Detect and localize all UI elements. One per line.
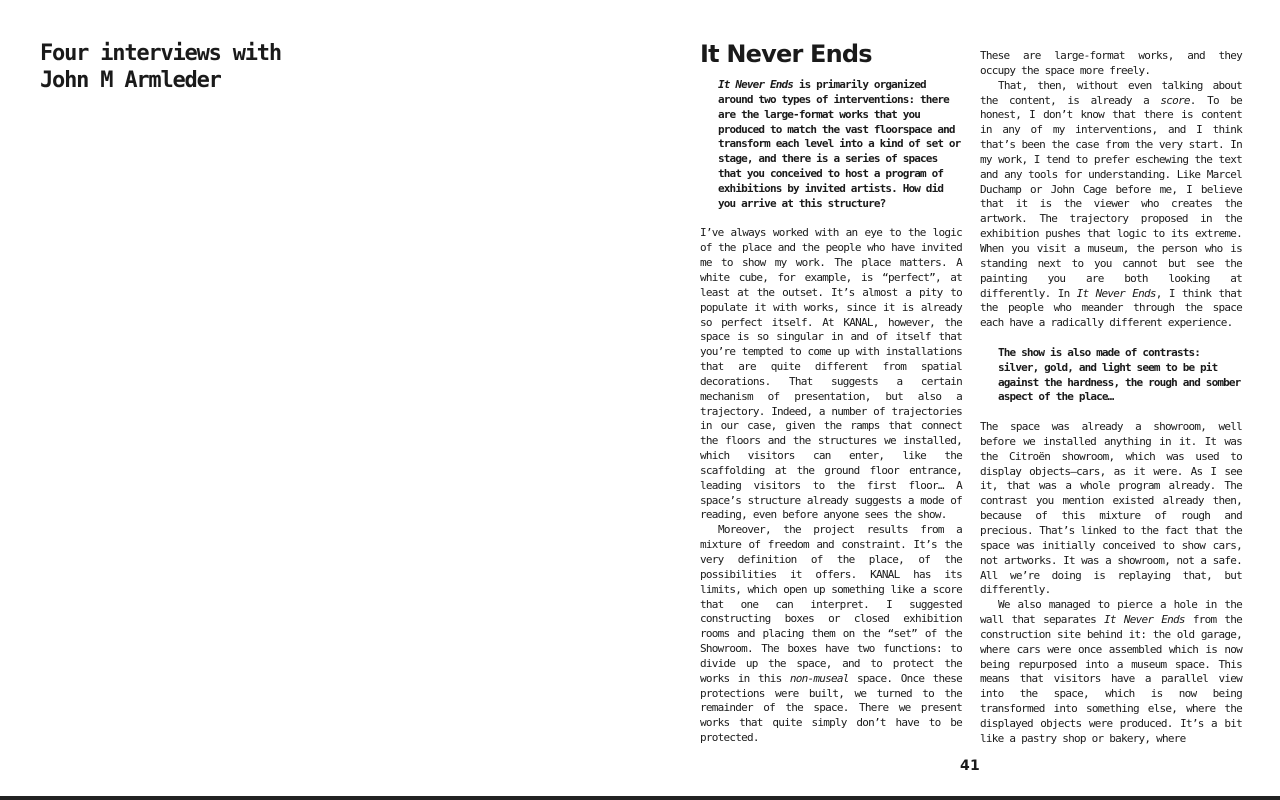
question-text: is primarily organized around two types of interventions: there are the large-format works that you produced to match the vast floorspace and transform each level into a kind of set or stage, and there is a series of spaces that you conceived to host a program of exhibitions by invited artists. How did you arrive at this structure? [718,78,961,210]
interview-question: The show is also made of contrasts: silver, gold, and light seem to be pit against the hardness, the rough and somber aspect of the place… [998,345,1241,404]
interview-question [718,78,962,212]
book-title-line-2: John M Armleder [40,68,221,93]
bottom-divider [0,796,1280,800]
answer-paragraph: These are large-format works, and they occupy the space more freely. [980,49,1242,77]
page-number: 41 [960,758,980,774]
answer-paragraph: Moreover, the project results from a mixture of freedom and constraint. It’s the very definition of the place, of the possibilities it offers. KANAL has its limits, which open up something like a score that one can interpret. I suggested constructing boxes or closed exhibition rooms and placing them on the “set” of the Showroom. The boxes have two functions: to divide up the space, and to protect the works in this non-museal space. Once these protections were built, we turned to the remainder of the space. There we present works that quite simply don’t have to be protected. [700,523,962,745]
text-column-right [980,49,1242,747]
section-heading: It Never Ends [700,40,872,68]
question-italic-title: It Never Ends [718,78,794,91]
answer-paragraph: That, then, without even talking about the content, is already a score. To be honest, I don’t know that there is content in any of my interventions, and I think that’s been the case from the very start. In my work, I tend to prefer eschewing the text and any tools for understanding. Like Marcel Duchamp or John Cage before me, I believe that it is the viewer who creates the artwork. The trajectory proposed in the exhibition pushes that logic to its extreme. When you visit a museum, the person who is standing next to you cannot but see the painting you are both looking at differently. In It Never Ends, I think that the people who meander through the space each have a radically different experience. [980,78,1243,330]
book-title [40,40,440,94]
answer-paragraph: I’ve always worked with an eye to the logic of the place and the people who have invited me to show my work. The place matters. A white cube, for example, is “perfect”, at least at the outset. It’s almost a pity to populate it with works, since it is already so perfect itself. At KANAL, however, the space is so singular in and of itself that you’re tempted to come up with installations that are quite different from spatial decorations. That suggests a certain mechanism of presentation, but also a trajectory. Indeed, a number of trajectories in our case, given the ramps that connect the floors and the structures we installed, which visitors can enter, like the scaffolding at the ground floor entrance, leading visitors to the first floor… A space’s structure already suggests a mode of reading, even before anyone sees the show. [700,226,962,522]
book-title-line-1: Four interviews with [40,41,281,66]
answer-paragraph: We also managed to pierce a hole in the wall that separates It Never Ends from the construction site behind it: the old garage, where cars were once assembled which is now being repurposed into a museum space. This means that visitors have a parallel view into the space, which is now being transformed into something else, where the displayed objects were produced. It’s a bit like a pastry shop or bakery, where [980,598,1243,745]
text-column-left [700,78,962,746]
answer-paragraph: The space was already a showroom, well before we installed anything in it. It was the Citroën showroom, which was used to display objects—cars, as it were. As I see it, that was a whole program already. The contrast you mention existed already then, because of this mixture of rough and precious. That’s linked to the fact that the space was initially conceived to show cars, not artworks. It was a showroom, not a safe. All we’re doing is replaying that, but differently. [980,420,1242,597]
